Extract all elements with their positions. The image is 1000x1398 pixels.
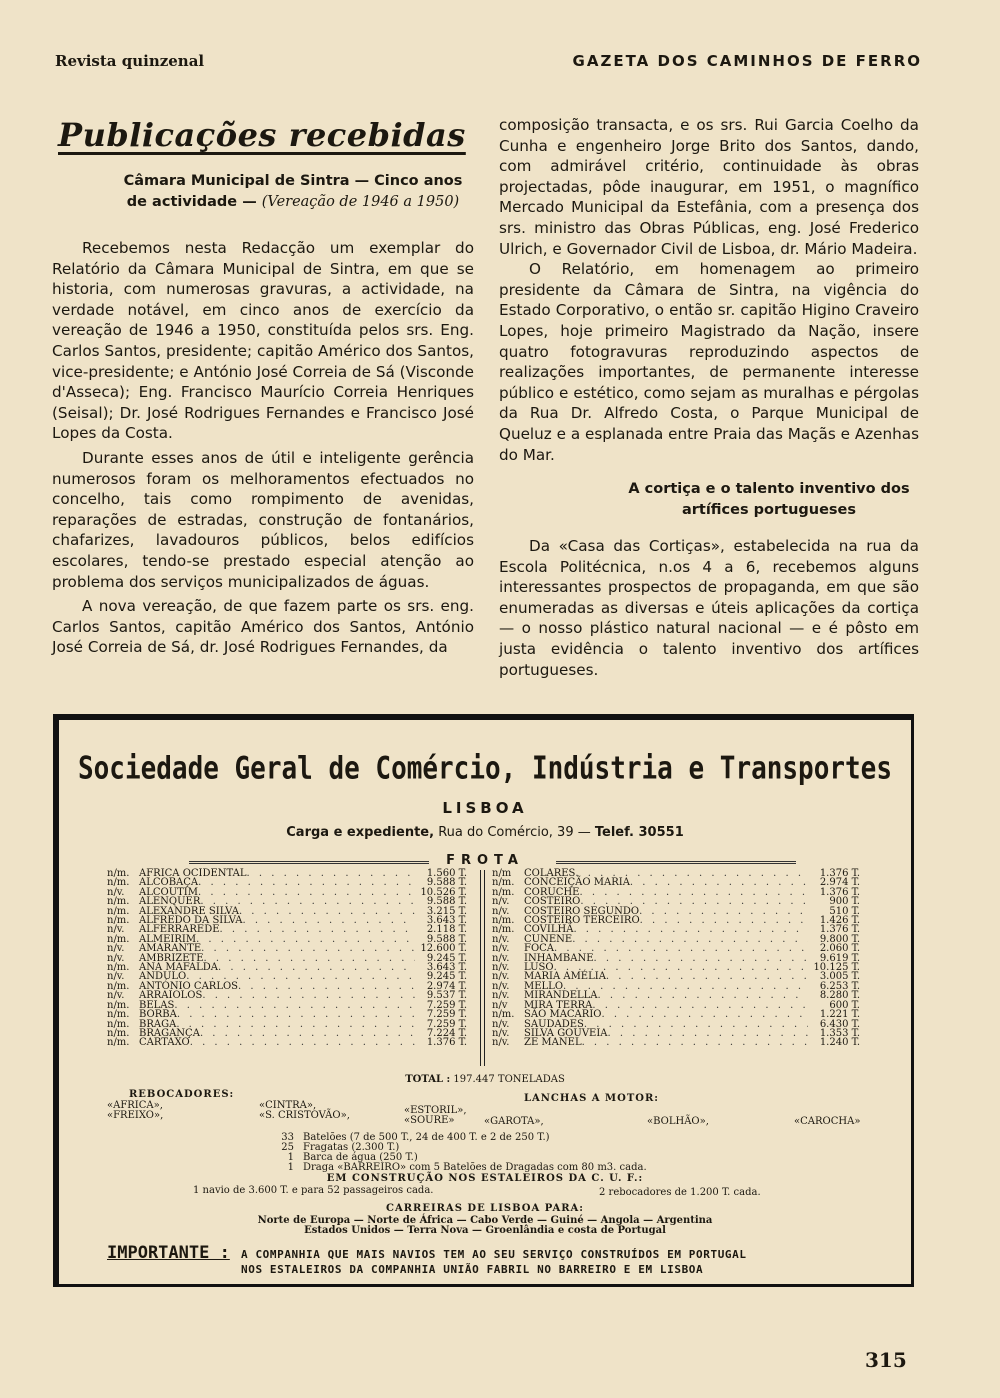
ship-prefix: n/v. (492, 1018, 510, 1030)
tug-item: «S. CRISTOVÃO», (259, 1110, 350, 1121)
ship-prefix: n/v. (492, 952, 510, 964)
ship-prefix: n/v. (492, 1027, 510, 1039)
fleet-total (59, 1074, 911, 1085)
fleet-ship-row (107, 1038, 467, 1047)
ad-address-text: Rua do Comércio, 39 — (438, 825, 591, 840)
ship-tonnage: 1.376 T. (819, 868, 860, 879)
ship-prefix: n/v. (107, 990, 125, 1002)
ship-name: AMBRIZETE (139, 952, 204, 964)
ship-name: SILVA GOUVEIA (524, 1027, 608, 1039)
ship-name: CARTAXO (139, 1037, 190, 1049)
ship-tonnage: 1.353 T. (819, 1027, 860, 1039)
leader-dots (579, 888, 808, 897)
fleet-heading: FROTA (59, 853, 911, 868)
leader-dots (196, 935, 415, 944)
ship-prefix: n/v. (492, 943, 510, 955)
leader-dots (198, 888, 415, 897)
ship-name: ALFERRAREDE (139, 924, 220, 936)
ship-name: ANA MAFALDA (139, 962, 219, 974)
ship-prefix: n/m. (107, 877, 130, 889)
ship-tonnage: 1.426 T. (819, 915, 860, 927)
tug-item: «FREIXO», (107, 1110, 164, 1121)
ship-tonnage: 2.974 T. (819, 877, 860, 889)
ship-tonnage: 7.259 T. (426, 999, 467, 1011)
ship-prefix: n/m. (492, 886, 515, 898)
ship-tonnage: 9.588 T. (426, 896, 467, 908)
fleet-list-right (492, 869, 860, 1048)
ship-name: INHAMBANE (524, 952, 594, 964)
ship-tonnage: 9.588 T. (426, 933, 467, 945)
section-title: Publicações recebidas (58, 116, 466, 154)
ship-tonnage: 10.526 T. (420, 886, 467, 898)
leader-dots (598, 991, 808, 1000)
leader-dots (572, 935, 808, 944)
leader-dots (176, 1020, 415, 1029)
ship-prefix: n/v. (492, 971, 510, 983)
ship-prefix: n/m. (107, 933, 130, 945)
header-journal-name: GAZETA DOS CAMINHOS DE FERRO (572, 52, 922, 70)
leader-dots (584, 1020, 808, 1029)
ship-prefix: n/m. (107, 980, 130, 992)
tug-item: «AFRICA», (107, 1100, 163, 1111)
ship-tonnage: 1.376 T. (426, 1037, 467, 1049)
ship-prefix: n/m. (107, 962, 130, 974)
leader-dots (594, 954, 808, 963)
leader-dots (201, 944, 415, 953)
ship-tonnage: 3.643 T. (426, 962, 467, 974)
important-line-2: NOS ESTALEIROS DA COMPANHIA UNIÃO FABRIL NO BARREIRO E EM LISBOA (241, 1263, 704, 1276)
motor-boat-item: «BOLHÃO», (647, 1116, 709, 1127)
ship-tonnage: 8.280 T. (819, 990, 860, 1002)
item2-paragraph: Da «Casa das Cortiças», estabelecida na rua da Escola Politécnica, n.os 4 a 6, recebemos alguns interessantes prospectos de propaganda, em que são enumeradas as diversas e úteis aplicações da cortiça — o nosso plástico natural nacional — e é pôsto em justa evidência o talento inventivo dos artífices portugueses. (499, 537, 919, 679)
tug-item: «ESTORIL», (404, 1105, 467, 1116)
leader-dots (606, 972, 808, 981)
ship-tonnage: 7.259 T. (426, 1018, 467, 1030)
ship-prefix: n/m. (107, 1027, 130, 1039)
leader-dots (640, 916, 808, 925)
ship-tonnage: 9.537 T. (426, 990, 467, 1002)
leader-dots (220, 925, 415, 934)
ship-tonnage: 10.125 T. (813, 962, 860, 974)
ship-name: COSTEIRO TERCEIRO (524, 915, 640, 927)
ship-prefix: n/m. (107, 896, 130, 908)
ship-tonnage: 3.005 T. (819, 971, 860, 983)
ship-name: BELAS (139, 999, 175, 1011)
ship-prefix: n/m. (107, 999, 130, 1011)
leader-dots (238, 982, 415, 991)
leader-dots (198, 878, 415, 887)
ship-prefix: n/v (492, 999, 508, 1011)
leader-dots (582, 1038, 808, 1047)
ship-name: AMARANTE (139, 943, 202, 955)
ship-name: MIRANDELLA (524, 990, 598, 1002)
ship-name: ALFREDO DA SILVA (139, 915, 243, 927)
leader-dots (200, 1029, 415, 1038)
ship-name: BRAGA (139, 1018, 177, 1030)
ship-tonnage: 2.060 T. (819, 943, 860, 955)
important-text (241, 1247, 747, 1277)
ship-prefix: n/m. (107, 915, 130, 927)
ship-tonnage: 2.974 T. (426, 980, 467, 992)
left-paragraph-2: Durante esses anos de útil e inteligente gerência numerosos foram os melhoramentos efectuados no concelho, tais como rompimento de avenidas, reparações de estradas, construção de fontanários, chafarizes, lavadouros públicos, belos edifícios escolares, tendo-se prestado especial atenção ao problema dos serviços municipalizados de águas. (52, 448, 474, 591)
vessel-qty: 25 (281, 1142, 294, 1153)
ship-prefix: n/v. (492, 962, 510, 974)
routes-line-1: Norte de Europa — Norte de África — Cabo Verde — Guiné — Angola — Argentina (257, 1215, 713, 1226)
ship-prefix: n/v. (492, 933, 510, 945)
right-column (499, 115, 919, 680)
ship-tonnage: 12.600 T. (420, 943, 467, 955)
ship-tonnage: 3.643 T. (426, 915, 467, 927)
ship-name: FOCA (524, 943, 555, 955)
important-label: IMPORTANTE : (107, 1243, 230, 1263)
leader-dots (177, 1010, 415, 1019)
ship-tonnage: 7.259 T. (426, 1009, 467, 1021)
fleet-list-left (107, 869, 467, 1048)
ship-name: COSTEIRO (524, 896, 581, 908)
leader-dots (608, 1029, 808, 1038)
leader-dots (601, 1010, 808, 1019)
leader-dots (242, 916, 415, 925)
ship-prefix: n/v. (107, 971, 125, 983)
ship-tonnage: 9.245 T. (426, 952, 467, 964)
ship-tonnage: 1.376 T. (819, 924, 860, 936)
ship-tonnage: 900 T. (829, 896, 860, 908)
ship-name: CONCEIÇÃO MARIA (524, 877, 630, 889)
advertisement (53, 714, 914, 1287)
leader-dots (190, 1038, 415, 1047)
ship-prefix: n/m. (492, 1009, 515, 1021)
ship-tonnage: 9.588 T. (426, 877, 467, 889)
ship-tonnage: 3.215 T. (426, 905, 467, 917)
ship-prefix: n/v. (492, 990, 510, 1002)
ship-name: LUSO (524, 962, 554, 974)
vessel-qty: 33 (281, 1132, 294, 1143)
construction-label: EM CONSTRUÇÃO NOS ESTALEIROS DA C. U. F.: (326, 1173, 644, 1184)
leader-dots (592, 1001, 808, 1010)
tug-item: «SOURE» (404, 1115, 455, 1126)
ship-name: ALCOUTIM (139, 886, 198, 898)
ship-tonnage: 1.560 T. (426, 868, 467, 879)
ad-phone: Telef. 30551 (594, 825, 684, 840)
ad-company-name: Sociedade Geral de Comércio, Indústria e Transportes (78, 751, 892, 787)
ship-tonnage: 6.430 T. (819, 1018, 860, 1030)
ship-prefix: n/m. (107, 1009, 130, 1021)
ship-name: MELLO (524, 980, 564, 992)
ship-prefix: n/m. (107, 1037, 130, 1049)
vessel-desc: Barca de água (250 T.) (303, 1152, 418, 1163)
page-header (55, 52, 922, 70)
ship-prefix: n/v. (492, 1037, 510, 1049)
routes-line-2: Estados Unidos — Terra Nova — Groenlândia e costa de Portugal (304, 1225, 666, 1236)
ship-tonnage: 600 T. (829, 999, 860, 1011)
ship-name: COSTEIRO SEGUNDO (524, 905, 640, 917)
ship-prefix: n/m. (107, 905, 130, 917)
ship-name: COVILHÃ (524, 924, 574, 936)
ship-name: SAUDADES (524, 1018, 584, 1030)
routes-label: CARREIRAS DE LISBOA PARA: (385, 1203, 585, 1214)
leader-dots (563, 982, 808, 991)
item2-title: A cortiça e o talento inventivo dos artífices portugueses (628, 481, 910, 519)
right-paragraph-1: composição transacta, e os srs. Rui Garcia Coelho da Cunha e engenheiro Jorge Brito dos Santos, dando, com admirável critério, continuidade às obras projectadas, pôde inaugurar, em 1951, o magnífico Mercado Municipal da Estefânia, com a presença dos srs. ministro das Obras Públicas, eng. José Frederico Ulrich, e Governador Civil de Lisboa, dr. Mário Madeira. (499, 116, 919, 258)
ship-name: SÃO MACARIO (524, 1009, 602, 1021)
ship-name: CORUCHE (524, 886, 580, 898)
ship-prefix: n/m. (492, 915, 515, 927)
ship-prefix: n/m. (107, 868, 130, 879)
ad-city: LISBOA (442, 799, 528, 817)
ship-prefix: n/m. (107, 1018, 130, 1030)
item1-title-text: Câmara Municipal de Sintra — Cinco anos de actividade — (123, 173, 463, 210)
motor-boat-item: «CAROCHA» (794, 1116, 861, 1127)
fleet-total-label: TOTAL : (405, 1074, 451, 1085)
ship-tonnage: 6.253 T. (819, 980, 860, 992)
ship-name: CUNENE (524, 933, 573, 945)
ad-address (59, 825, 911, 840)
ship-prefix: n/m. (492, 877, 515, 889)
fleet-ship-row (492, 1038, 860, 1047)
right-paragraph-2: O Relatório, em homenagem ao primeiro presidente da Câmara de Sintra, na vigência do Estado Corporativo, o então sr. capitão Higino Craveiro Lopes, hoje primeiro Magistrado da Nação, insere quatro fotogravuras reproduzindo aspectos de realizações importantes, de permanente interesse público e estético, como sejam as muralhas e pérgolas da Rua Dr. Alfredo Costa, o Parque Municipal de Queluz e a esplanada entre Praia das Maçãs e Azenhas do Mar. (499, 260, 919, 464)
ship-name: AFRICA OCIDENTAL (139, 868, 247, 879)
fleet-divider (480, 870, 485, 1066)
leader-dots (247, 869, 415, 878)
item1-title-italic: (Vereação de 1946 a 1950) (261, 194, 460, 210)
leader-dots (202, 991, 415, 1000)
ship-tonnage: 1.240 T. (819, 1037, 860, 1049)
ship-name: ALENQUER (139, 896, 201, 908)
ship-name: ANDULO (139, 971, 187, 983)
tug-item: «CINTRA», (259, 1100, 317, 1111)
left-paragraph-3: A nova vereação, de que fazem parte os srs. eng. Carlos Santos, capitão Américo dos Santos, António José Correia de Sá, dr. José Rodrigues Fernandes, da (52, 597, 474, 657)
ship-name: BORBA (139, 1009, 177, 1021)
ship-name: ARRAIOLOS (139, 990, 203, 1002)
ship-name: ALCOBAÇA (139, 877, 199, 889)
vessel-desc: Fragatas (2.300 T.) (303, 1142, 400, 1153)
vessel-qty: 1 (287, 1152, 294, 1163)
ship-prefix: n/v. (107, 952, 125, 964)
ship-name: ANTÓNIO CARLOS (139, 980, 239, 992)
ship-tonnage: 2.118 T. (426, 924, 467, 936)
leader-dots (204, 954, 415, 963)
page-number: 315 (865, 1348, 907, 1372)
ship-prefix: n/v. (492, 980, 510, 992)
ship-name: BRAGANÇA (139, 1027, 200, 1039)
left-paragraph-1: Recebemos nesta Redacção um exemplar do Relatório da Câmara Municipal de Sintra, em que se historia, com numerosas gravuras, a actividade, na verdade notável, em cinco anos de exercício da vereação de 1946 a 1950, constituída pelos srs. Eng. Carlos Santos, presidente; capitão Américo dos Santos, vice-presidente; e António José Correia de Sá (Visconde d'Asseca); Eng. Francisco Maurício Correia Henriques (Seisal); Dr. José Rodrigues Fernandes e Francisco José Lopes da Costa. (52, 239, 474, 443)
vessel-qty: 1 (287, 1162, 294, 1173)
ship-tonnage: 510 T. (829, 905, 860, 917)
leader-dots (573, 925, 808, 934)
construction-tugs: 2 rebocadores de 1.200 T. cada. (599, 1187, 761, 1198)
ship-prefix: n/m (492, 868, 512, 879)
ship-prefix: n/v. (107, 886, 125, 898)
vessel-desc: Draga «BARREIRO» com 5 Batelões de Dragadas com 80 m3. cada. (303, 1162, 647, 1173)
leader-dots (639, 907, 808, 916)
ship-tonnage: 1.376 T. (819, 886, 860, 898)
ship-prefix: n/v. (492, 905, 510, 917)
ship-prefix: n/v. (107, 943, 125, 955)
leader-dots (239, 907, 415, 916)
header-publication-type: Revista quinzenal (55, 52, 205, 70)
motor-boat-item: «GAROTA», (484, 1116, 544, 1127)
fleet-total-value: 197.447 TONELADAS (453, 1074, 565, 1085)
leader-dots (218, 963, 415, 972)
ship-name: MIRA TERRA (524, 999, 593, 1011)
ship-prefix: n/v. (107, 924, 125, 936)
ship-tonnage: 9.800 T. (819, 933, 860, 945)
tugs-label: REBOCADORES: (129, 1089, 235, 1100)
leader-dots (174, 1001, 415, 1010)
ship-tonnage: 7.224 T. (426, 1027, 467, 1039)
ship-prefix: n/m. (492, 924, 515, 936)
ship-name: MARIA AMÉLIA (524, 971, 606, 983)
item1-title (112, 171, 474, 213)
ship-name: ALMEIRIM (139, 933, 197, 945)
ship-tonnage: 9.245 T. (426, 971, 467, 983)
motor-boats-label: LANCHAS A MOTOR: (524, 1093, 659, 1104)
ship-tonnage: 9.619 T. (819, 952, 860, 964)
leader-dots (630, 878, 808, 887)
construction-ship: 1 navio de 3.600 T. e para 52 passageiros cada. (193, 1185, 434, 1196)
left-column (52, 115, 474, 658)
ship-prefix: n/v. (492, 896, 510, 908)
ad-address-label: Carga e expediente, (286, 825, 435, 840)
important-line-1: A COMPANHIA QUE MAIS NAVIOS TEM AO SEU SERVIÇO CONSTRUÍDOS EM PORTUGAL (241, 1248, 747, 1261)
ship-name: ZE MANEL (524, 1037, 582, 1049)
ship-name: ALEXANDRE SILVA (139, 905, 239, 917)
vessel-desc: Batelões (7 de 500 T., 24 de 400 T. e 2 de 250 T.) (303, 1132, 550, 1143)
ship-tonnage: 1.221 T. (819, 1009, 860, 1021)
ship-name: COLARES (524, 868, 576, 879)
